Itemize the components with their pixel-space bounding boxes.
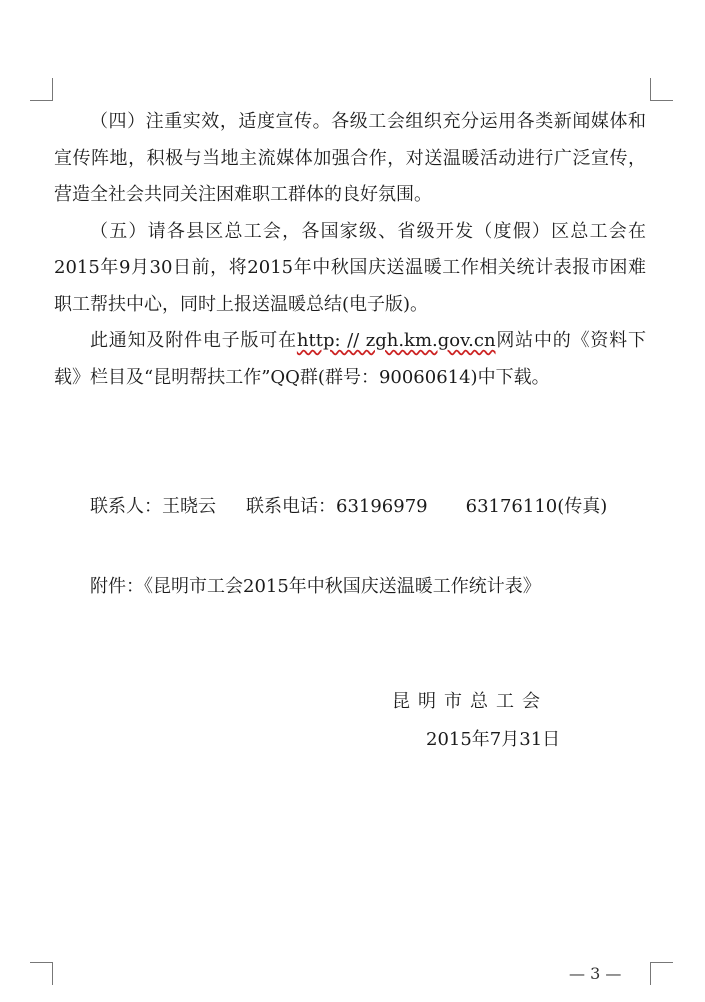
contact-phone: 联系电话：63196979 [246,496,428,517]
download-text-after: 网站中的《资料下载》栏目及“昆明帮扶工作”QQ群(群号：90060614)中下载。 [54,330,646,388]
attachment-line: 附件：《昆明市工会2015年中秋国庆送温暖工作统计表》 [90,576,541,597]
crop-mark-top-right [650,78,673,101]
download-text-before: 此通知及附件电子版可在 [90,330,297,351]
crop-mark-top-left [30,78,53,101]
paragraph-publicity: （四）注重实效，适度宣传。各级工会组织充分运用各类新闻媒体和宣传阵地，积极与当地主流媒体加强合作，对送温暖活动进行广泛宣传，营造全社会共同关注困难职工群体的良好氛围。 [54,111,646,205]
paragraph-reporting: （五）请各县区总工会，各国家级、省级开发（度假）区总工会在2015年9月30日前，将2015年中秋国庆送温暖工作相关统计表报市困难职工帮扶中心，同时上报送温暖总结(电子版)。 [54,220,646,315]
page-number: — 3 — [569,964,622,983]
signature-org: 昆明市总工会 [392,691,548,712]
crop-mark-bottom-left [30,962,53,985]
contact-person: 联系人：王晓云 [90,496,216,517]
website-link[interactable]: http: // zgh.km.gov.cn [296,330,496,351]
contact-fax: 63176110(传真) [465,496,608,517]
contact-line [90,492,607,518]
crop-mark-bottom-right [650,962,673,985]
paragraph-download [54,323,646,396]
signature-date: 2015年7月31日 [426,729,561,750]
document-body [54,104,646,396]
